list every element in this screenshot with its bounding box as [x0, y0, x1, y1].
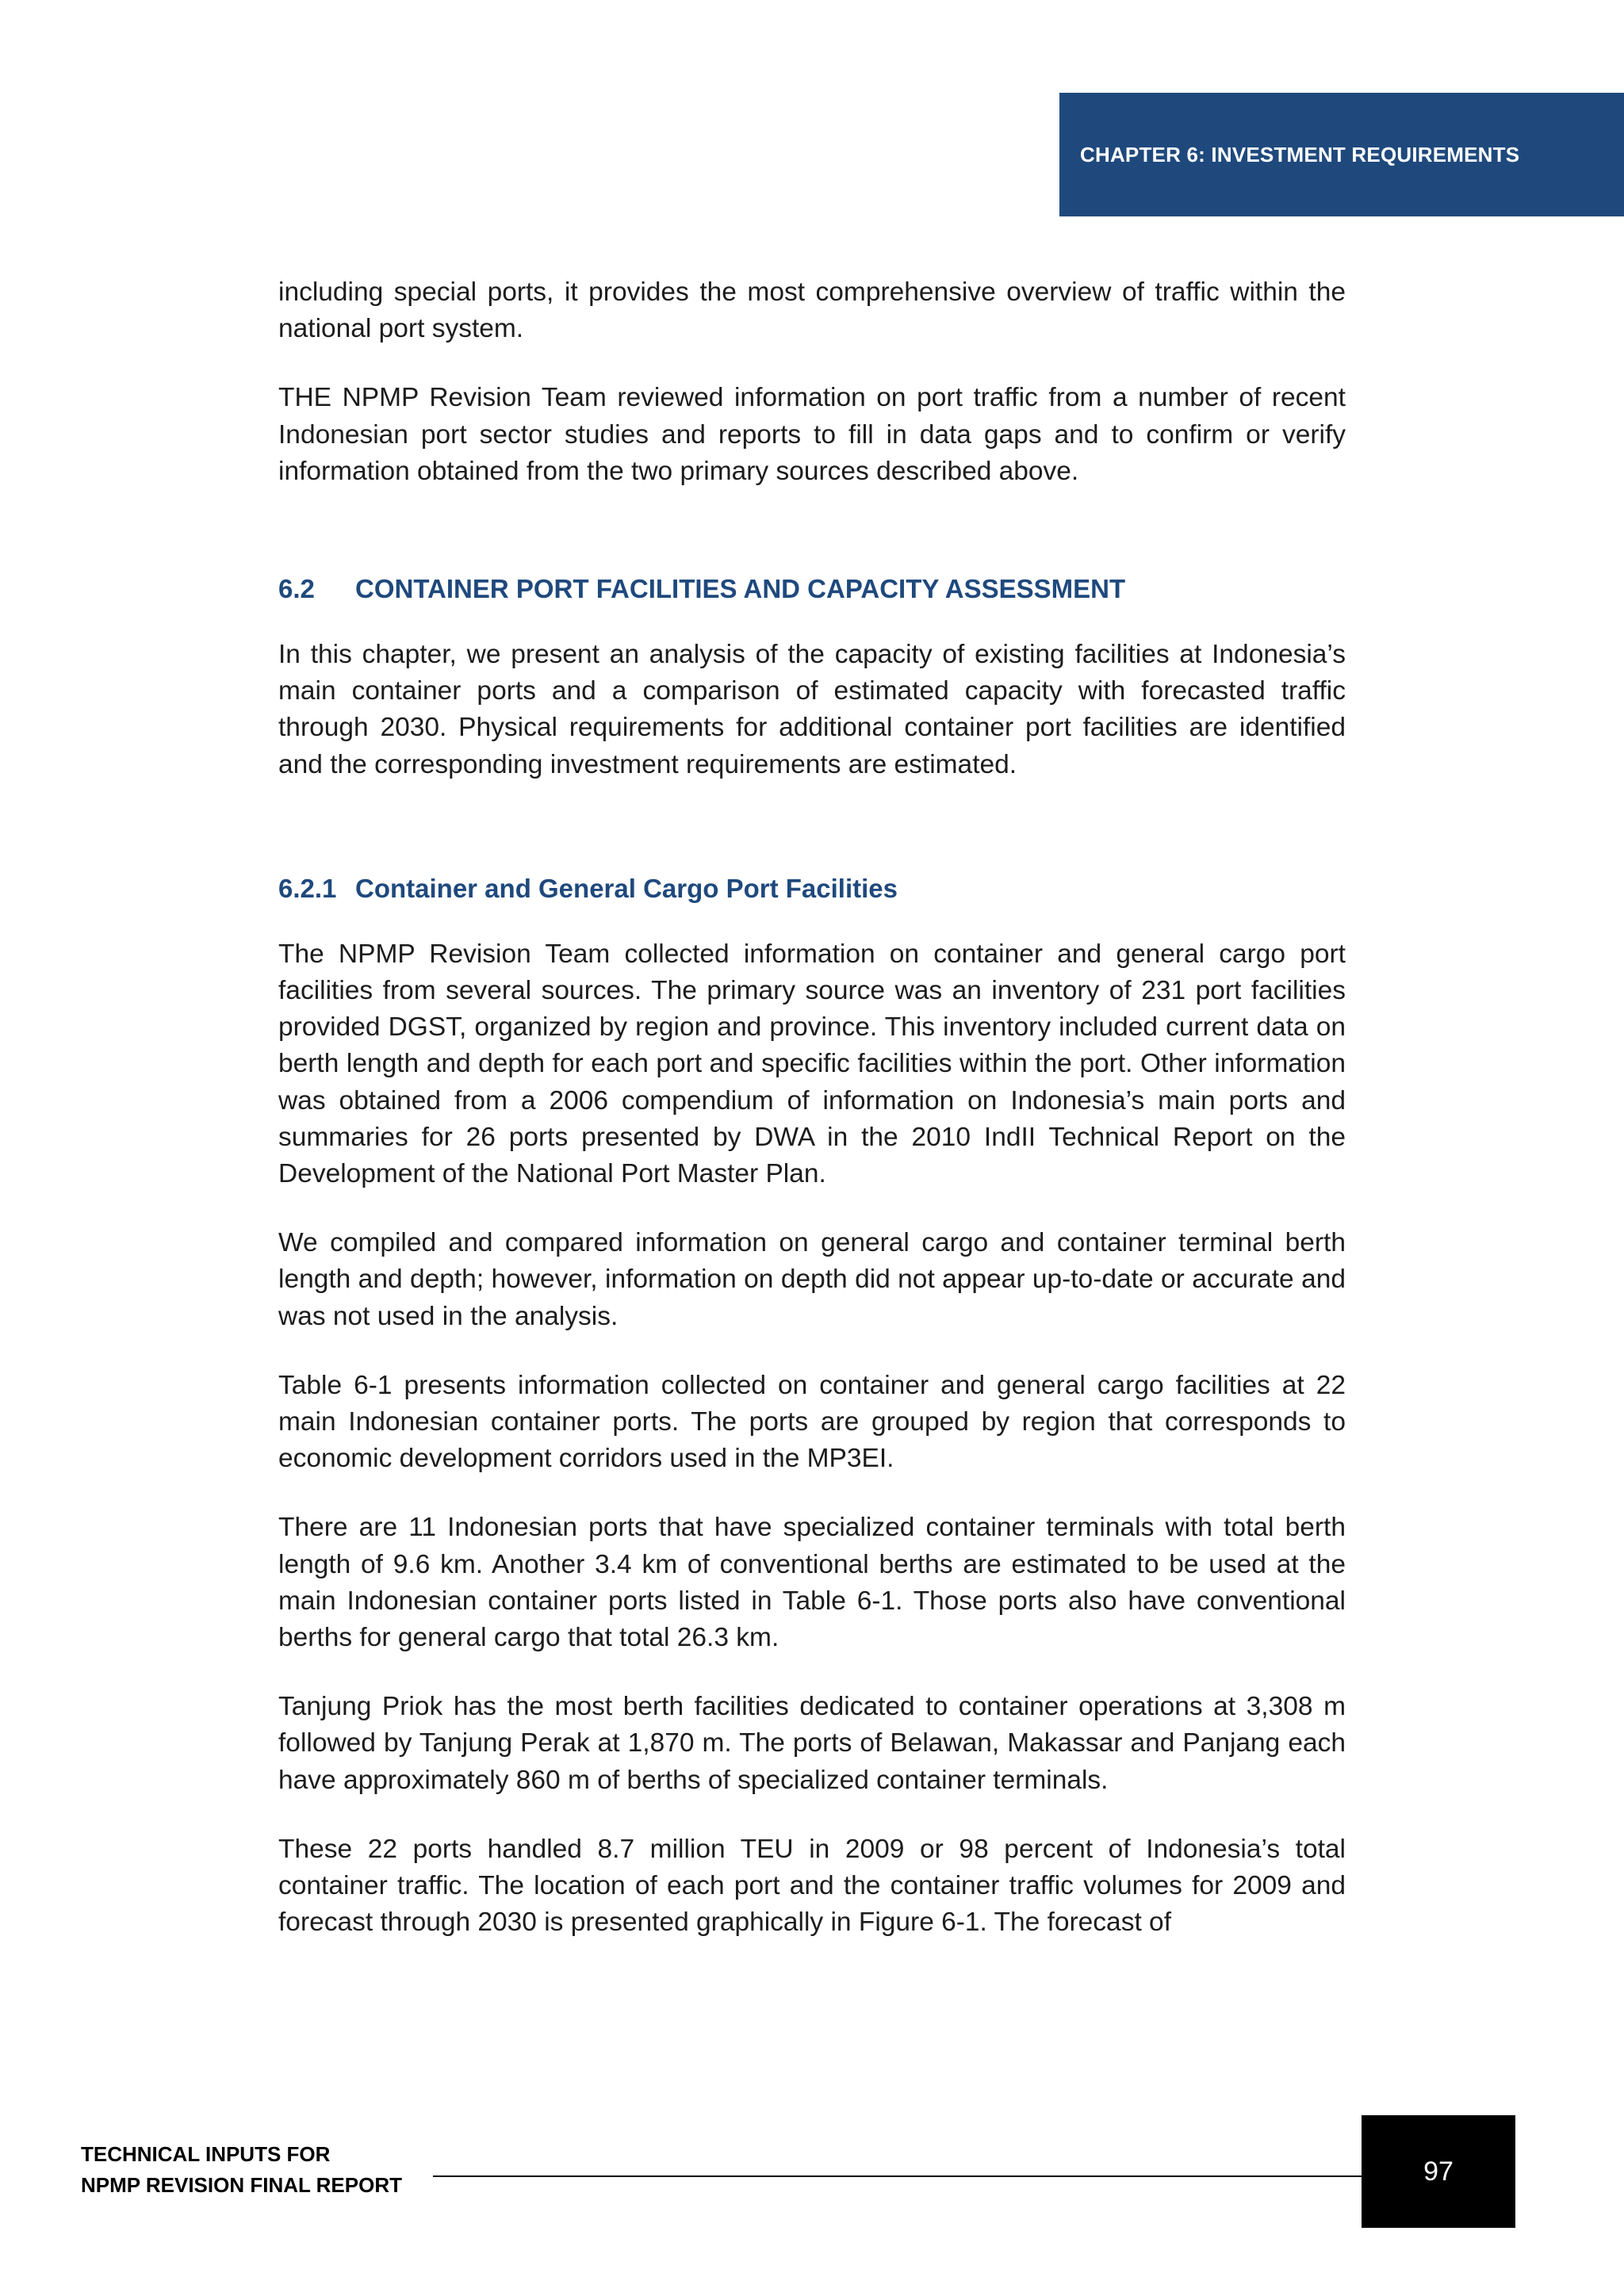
paragraph-9: These 22 ports handled 8.7 million TEU in 2009 or 98 percent of Indonesia’s total container traffic. The location of each port and the container traffic volumes for 2009 and forecast through 2030 is presented graphically in Figure 6-1. The forecast of: [278, 1834, 1346, 1938]
paragraph-8: Tanjung Priok has the most berth facilities dedicated to container operations at 3,308 m followed by Tanjung Perak at 1,870 m. The ports of Belawan, Makassar and Panjang each have approximately 860 m of berths of specialized container terminals.: [278, 1692, 1346, 1795]
section-title: CONTAINER PORT FACILITIES AND CAPACITY ASSESSMENT: [355, 574, 1126, 604]
page-number-box: [1362, 2115, 1515, 2228]
paragraph-3: In this chapter, we present an analysis of the capacity of existing facilities at Indonesia’s main container ports and a comparison of estimated capacity with forecasted traffic through 2030. Physical requirements for additional container port facilities are identified and the corresponding investment requirements are estimated.: [278, 640, 1346, 779]
subsection-heading-6-2-1: [278, 871, 1346, 907]
footer-divider: [433, 2175, 1362, 2177]
main-content: [278, 274, 1346, 1974]
subsection-number: 6.2.1: [278, 873, 337, 903]
paragraph-6: Table 6-1 presents information collected on container and general cargo facilities at 22 main Indonesian container ports. The ports are grouped by region that corresponds to economic development corridors used in the MP3EI.: [278, 1370, 1346, 1474]
footer-line-2: NPMP REVISION FINAL REPORT: [81, 2173, 402, 2197]
paragraph-2: THE NPMP Revision Team reviewed information on port traffic from a number of recent Indonesian port sector studies and reports to fill in data gaps and to confirm or verify information obtained from the two primary sources described above.: [278, 383, 1346, 486]
section-number: 6.2: [278, 574, 315, 604]
paragraph-7: There are 11 Indonesian ports that have specialized container terminals with total berth length of 9.6 km. Another 3.4 km of conventional berths are estimated to be used at the main Indonesian container ports listed in Table 6-1. Those ports also have conventional berths for general cargo that total 26.3 km.: [278, 1513, 1346, 1653]
subsection-title: Container and General Cargo Port Facilities: [355, 873, 898, 903]
section-heading-6-2: [278, 571, 1346, 607]
chapter-label: CHAPTER 6: INVESTMENT REQUIREMENTS: [1080, 142, 1520, 166]
footer-report-title: [81, 2139, 402, 2201]
chapter-header-banner: [1059, 93, 1624, 216]
paragraph-5: We compiled and compared information on general cargo and container terminal berth length and depth; however, information on depth did not appear up-to-date or accurate and was not used in the analysis.: [278, 1228, 1346, 1331]
paragraph-1: including special ports, it provides the most comprehensive overview of traffic within the national port system.: [278, 277, 1346, 344]
footer-line-1: TECHNICAL INPUTS FOR: [81, 2142, 331, 2166]
paragraph-4: The NPMP Revision Team collected information on container and general cargo port facilities from several sources. The primary source was an inventory of 231 port facilities provided DGST, organized by region and province. This inventory included current data on berth length and depth for each port and specific facilities within the port. Other information was obtained from a 2006 compendium of information on Indonesia’s main ports and summaries for 26 ports presented by DWA in the 2010 IndII Technical Report on the Development of the National Port Master Plan.: [278, 939, 1346, 1189]
page-number: 97: [1423, 2156, 1454, 2187]
